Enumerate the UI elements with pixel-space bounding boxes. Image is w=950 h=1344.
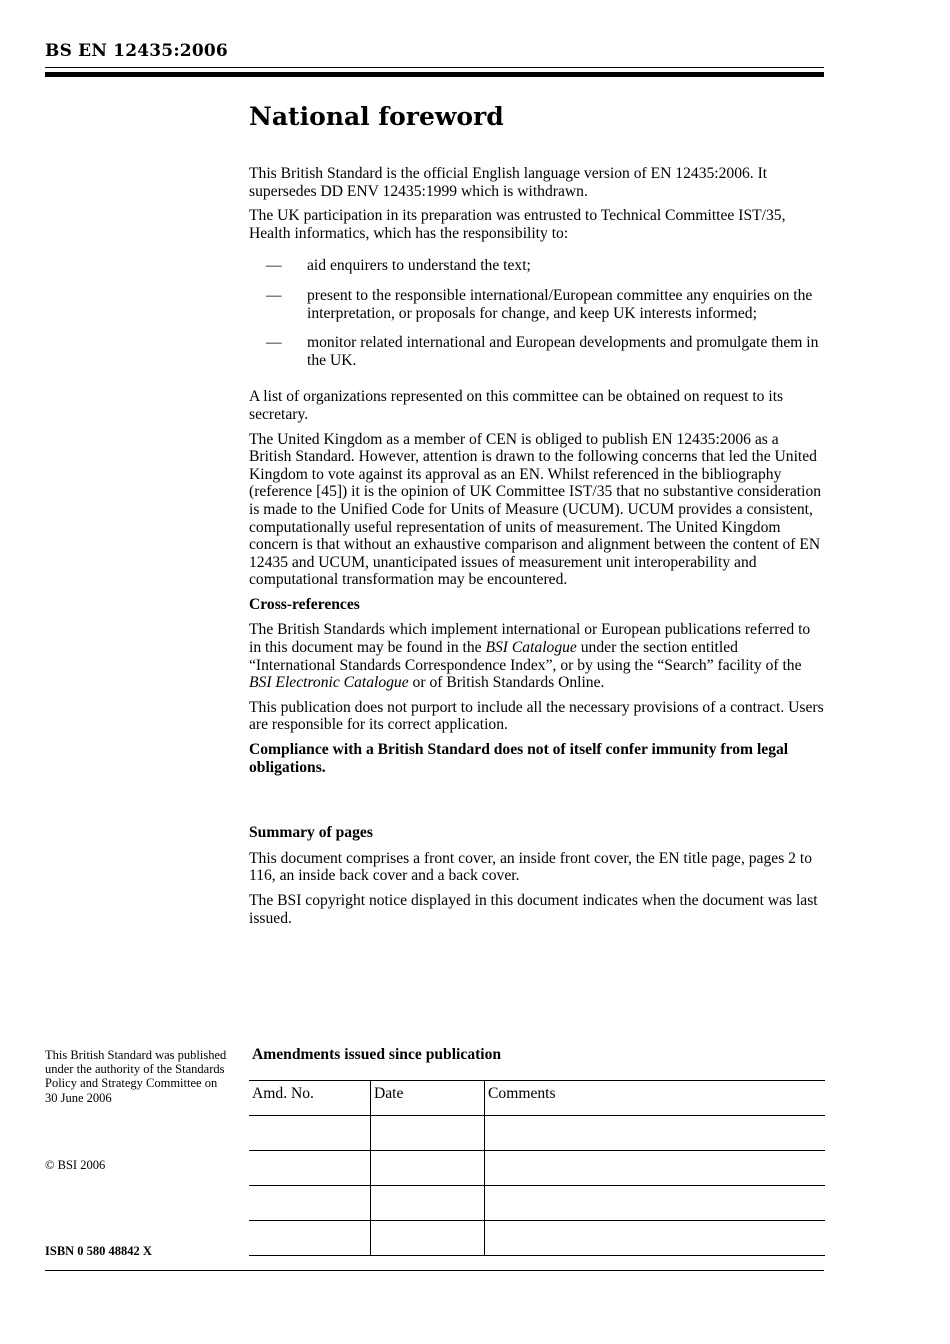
list-item: [249, 287, 824, 322]
table-cell: [371, 1186, 485, 1221]
bsi-electronic-catalogue-title: BSI Electronic Catalogue: [249, 674, 409, 692]
list-item-text: monitor related international and European developments and promulgate them in the UK.: [307, 334, 819, 369]
summary-heading: Summary of pages: [249, 824, 373, 842]
document-id: BS EN 12435:2006: [45, 41, 228, 61]
uk-concern-paragraph: The United Kingdom as a member of CEN is obliged to publish EN 12435:2006 as a British Standard. However, attention is drawn to the following concerns that led the United Kingdom to vote against its approval as an EN. Whilst referenced in the bibliography (reference [45]) it is the opinion of UK Committee IST/35 that no substantive consideration is made to the Unified Code for Units of Measure (UCUM). UCUM provides a consistent, computationally useful representation of units of measurement. The United Kingdom concern is that without an exhaustive comparison and alignment between the content of EN 12435 and UCUM, unanticipated issues of measurement unit interoperability and computational transformation may be encountered.: [249, 430, 822, 589]
organizations-paragraph: A list of organizations represented on this committee can be obtained on request to its secretary.: [249, 388, 784, 423]
summary-paragraph: This document comprises a front cover, an inside front cover, the EN title page, pages 2 to 116, an inside back cover and a back cover.: [249, 849, 812, 885]
list-item: [249, 334, 824, 369]
crossref-text-1: The British Standards which implement international or European publications referred to in this document may be found in the: [249, 621, 811, 657]
table-cell: [249, 1221, 371, 1256]
crossref-text-2: under the section entitled “International Standards Correspondence Index”, or by using the “Search” facility of the: [249, 639, 802, 674]
table-cell: [371, 1116, 485, 1151]
table-header-row: [249, 1081, 825, 1116]
bsi-catalogue-title: BSI Catalogue: [485, 639, 577, 657]
table-cell: [371, 1151, 485, 1186]
table-cell: [485, 1221, 826, 1256]
compliance-paragraph: Compliance with a British Standard does not of itself confer immunity from legal obligations.: [249, 741, 789, 776]
main-content: [249, 100, 824, 934]
provisions-paragraph: This publication does not purport to include all the necessary provisions of a contract. Users are responsible for its correct application.: [249, 698, 824, 734]
cross-references-heading: Cross-references: [249, 595, 360, 613]
table-row: [249, 1151, 825, 1186]
amendments-table: [249, 1080, 825, 1256]
list-item: [249, 257, 824, 275]
crossref-text-3: or of British Standards Online.: [408, 674, 605, 692]
copyright-line: © BSI 2006: [45, 1158, 106, 1172]
publication-authority: This British Standard was published under the authority of the Standards Policy and Strategy Committee on 30 June 2006: [45, 1048, 227, 1105]
comments-header: Comments: [485, 1081, 826, 1116]
table-cell: [249, 1116, 371, 1151]
table-row: [249, 1116, 825, 1151]
table-cell: [485, 1151, 826, 1186]
copyright-notice-paragraph: The BSI copyright notice displayed in this document indicates when the document was last issued.: [249, 892, 818, 927]
list-item-text: aid enquirers to understand the text;: [307, 257, 531, 275]
page-title: National foreword: [249, 102, 504, 131]
amendments-title: Amendments issued since publication: [252, 1046, 502, 1063]
amd-no-header: Amd. No.: [249, 1081, 371, 1116]
responsibility-list: [249, 257, 824, 369]
list-dash: —: [266, 286, 282, 304]
table-row: [249, 1221, 825, 1256]
table-row: [249, 1186, 825, 1221]
footer-rule: [45, 1270, 824, 1271]
table-cell: [371, 1221, 485, 1256]
header-rule-thin: [45, 67, 824, 68]
table-cell: [485, 1116, 826, 1151]
table-cell: [485, 1186, 826, 1221]
date-header: Date: [371, 1081, 485, 1116]
list-dash: —: [266, 334, 282, 352]
list-dash: —: [266, 257, 282, 275]
list-item-text: present to the responsible international/European committee any enquiries on the interpretation, or proposals for change, and keep UK interests informed;: [307, 286, 813, 322]
isbn: ISBN 0 580 48842 X: [45, 1244, 152, 1258]
cross-references-paragraph: [249, 621, 824, 691]
table-cell: [249, 1186, 371, 1221]
intro-paragraph: This British Standard is the official English language version of EN 12435:2006. It supersedes DD ENV 12435:1999 which is withdrawn.: [249, 165, 768, 200]
header-rule-thick: [45, 72, 824, 77]
table-cell: [249, 1151, 371, 1186]
committee-paragraph: The UK participation in its preparation was entrusted to Technical Committee IST/35, Health informatics, which has the responsibility to:: [249, 207, 786, 242]
